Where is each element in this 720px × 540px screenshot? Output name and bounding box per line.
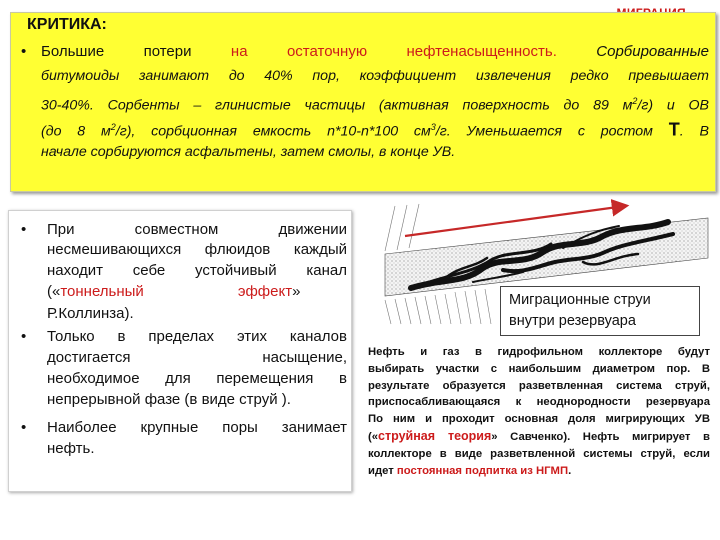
jet-theory-text bbox=[368, 344, 710, 479]
bullet1-line5: Р.Коллинза). bbox=[47, 305, 134, 322]
bullet1-line2: несмешивающихся флюидов каждый bbox=[47, 241, 347, 258]
effect-term: эффект bbox=[237, 283, 293, 300]
bullet: • bbox=[21, 43, 27, 60]
critique-line-3: 30-40%. Сорбенты – глинистые частицы (активная поверхность до 89 $м^2/г$) и ОВ bbox=[41, 96, 710, 114]
bullet: • bbox=[21, 328, 27, 345]
jet-line-1: Нефть и газ в гидрофильном коллекторе будут bbox=[368, 346, 710, 358]
tunnel-term: тоннельный bbox=[60, 283, 144, 300]
bullet2-line3: необходимое для перемещения в bbox=[47, 370, 347, 387]
critique-heading: КРИТИКА: bbox=[27, 16, 107, 33]
bullet2-line1: Только в пределах этих каналов bbox=[47, 328, 347, 345]
bullet2-line4: непрерывной фазе (в виде струй ). bbox=[47, 391, 291, 408]
jet-line-4: приспосабливающаяся к неоднородности резервуара bbox=[368, 396, 710, 409]
critique-line-1: Большие потери на остаточную нефтенасыщенность. Сорбированные bbox=[41, 43, 710, 60]
bullet1-line1: При совместном движении bbox=[47, 221, 347, 238]
jet-line-8: идет постоянная подпитка из НГМП. bbox=[368, 464, 572, 477]
bullet2-line2: достигается насыщение, bbox=[47, 349, 347, 366]
critique-line-4: (до 8 $м^2/г$), сорбционная емкость n*10-n*100 $см^3/г$. Уменьшается с ростом Т. В bbox=[41, 119, 709, 140]
ngmp-feed-term: постоянная подпитка из НГМП bbox=[396, 464, 569, 477]
bullet: • bbox=[21, 419, 27, 436]
highlight-residual-saturation: на остаточную нефтенасыщенность. bbox=[230, 43, 557, 60]
critique-box bbox=[10, 12, 716, 192]
jet-line-3: результате образуется разветвленная система струй, bbox=[368, 379, 710, 392]
jet-line-6: («струйная теория» Савченко). Нефть мигрирует в bbox=[368, 428, 710, 443]
jet-theory-term: струйная теория bbox=[378, 428, 492, 443]
jet-line-5: По ним и проходит основная доля мигрирующих УВ bbox=[368, 413, 710, 426]
critique-line-2: битумоиды занимают до 40% пор, коэффициент извлечения редко превышает bbox=[41, 68, 709, 84]
bullet3-line1: Наиболее крупные поры занимает bbox=[47, 419, 347, 436]
critique-line-5: начале сорбируются асфальтены, затем смолы, в конце УВ. bbox=[41, 144, 456, 160]
tunnel-effect-box bbox=[8, 210, 352, 492]
figure-caption: Миграционные струи внутри резервуара bbox=[500, 286, 700, 336]
bullet3-line2: нефть. bbox=[47, 440, 95, 457]
bullet: • bbox=[21, 221, 27, 238]
jet-line-2: выбирать участки с наибольшим диаметром пор. В bbox=[368, 362, 710, 375]
jet-line-7: коллекторе в виде разветвленной системы струй, если bbox=[368, 447, 710, 460]
bullet1-line3: находит себе устойчивый канал bbox=[47, 262, 347, 279]
bullet1-line4: («тоннельный эффект» bbox=[47, 283, 301, 300]
